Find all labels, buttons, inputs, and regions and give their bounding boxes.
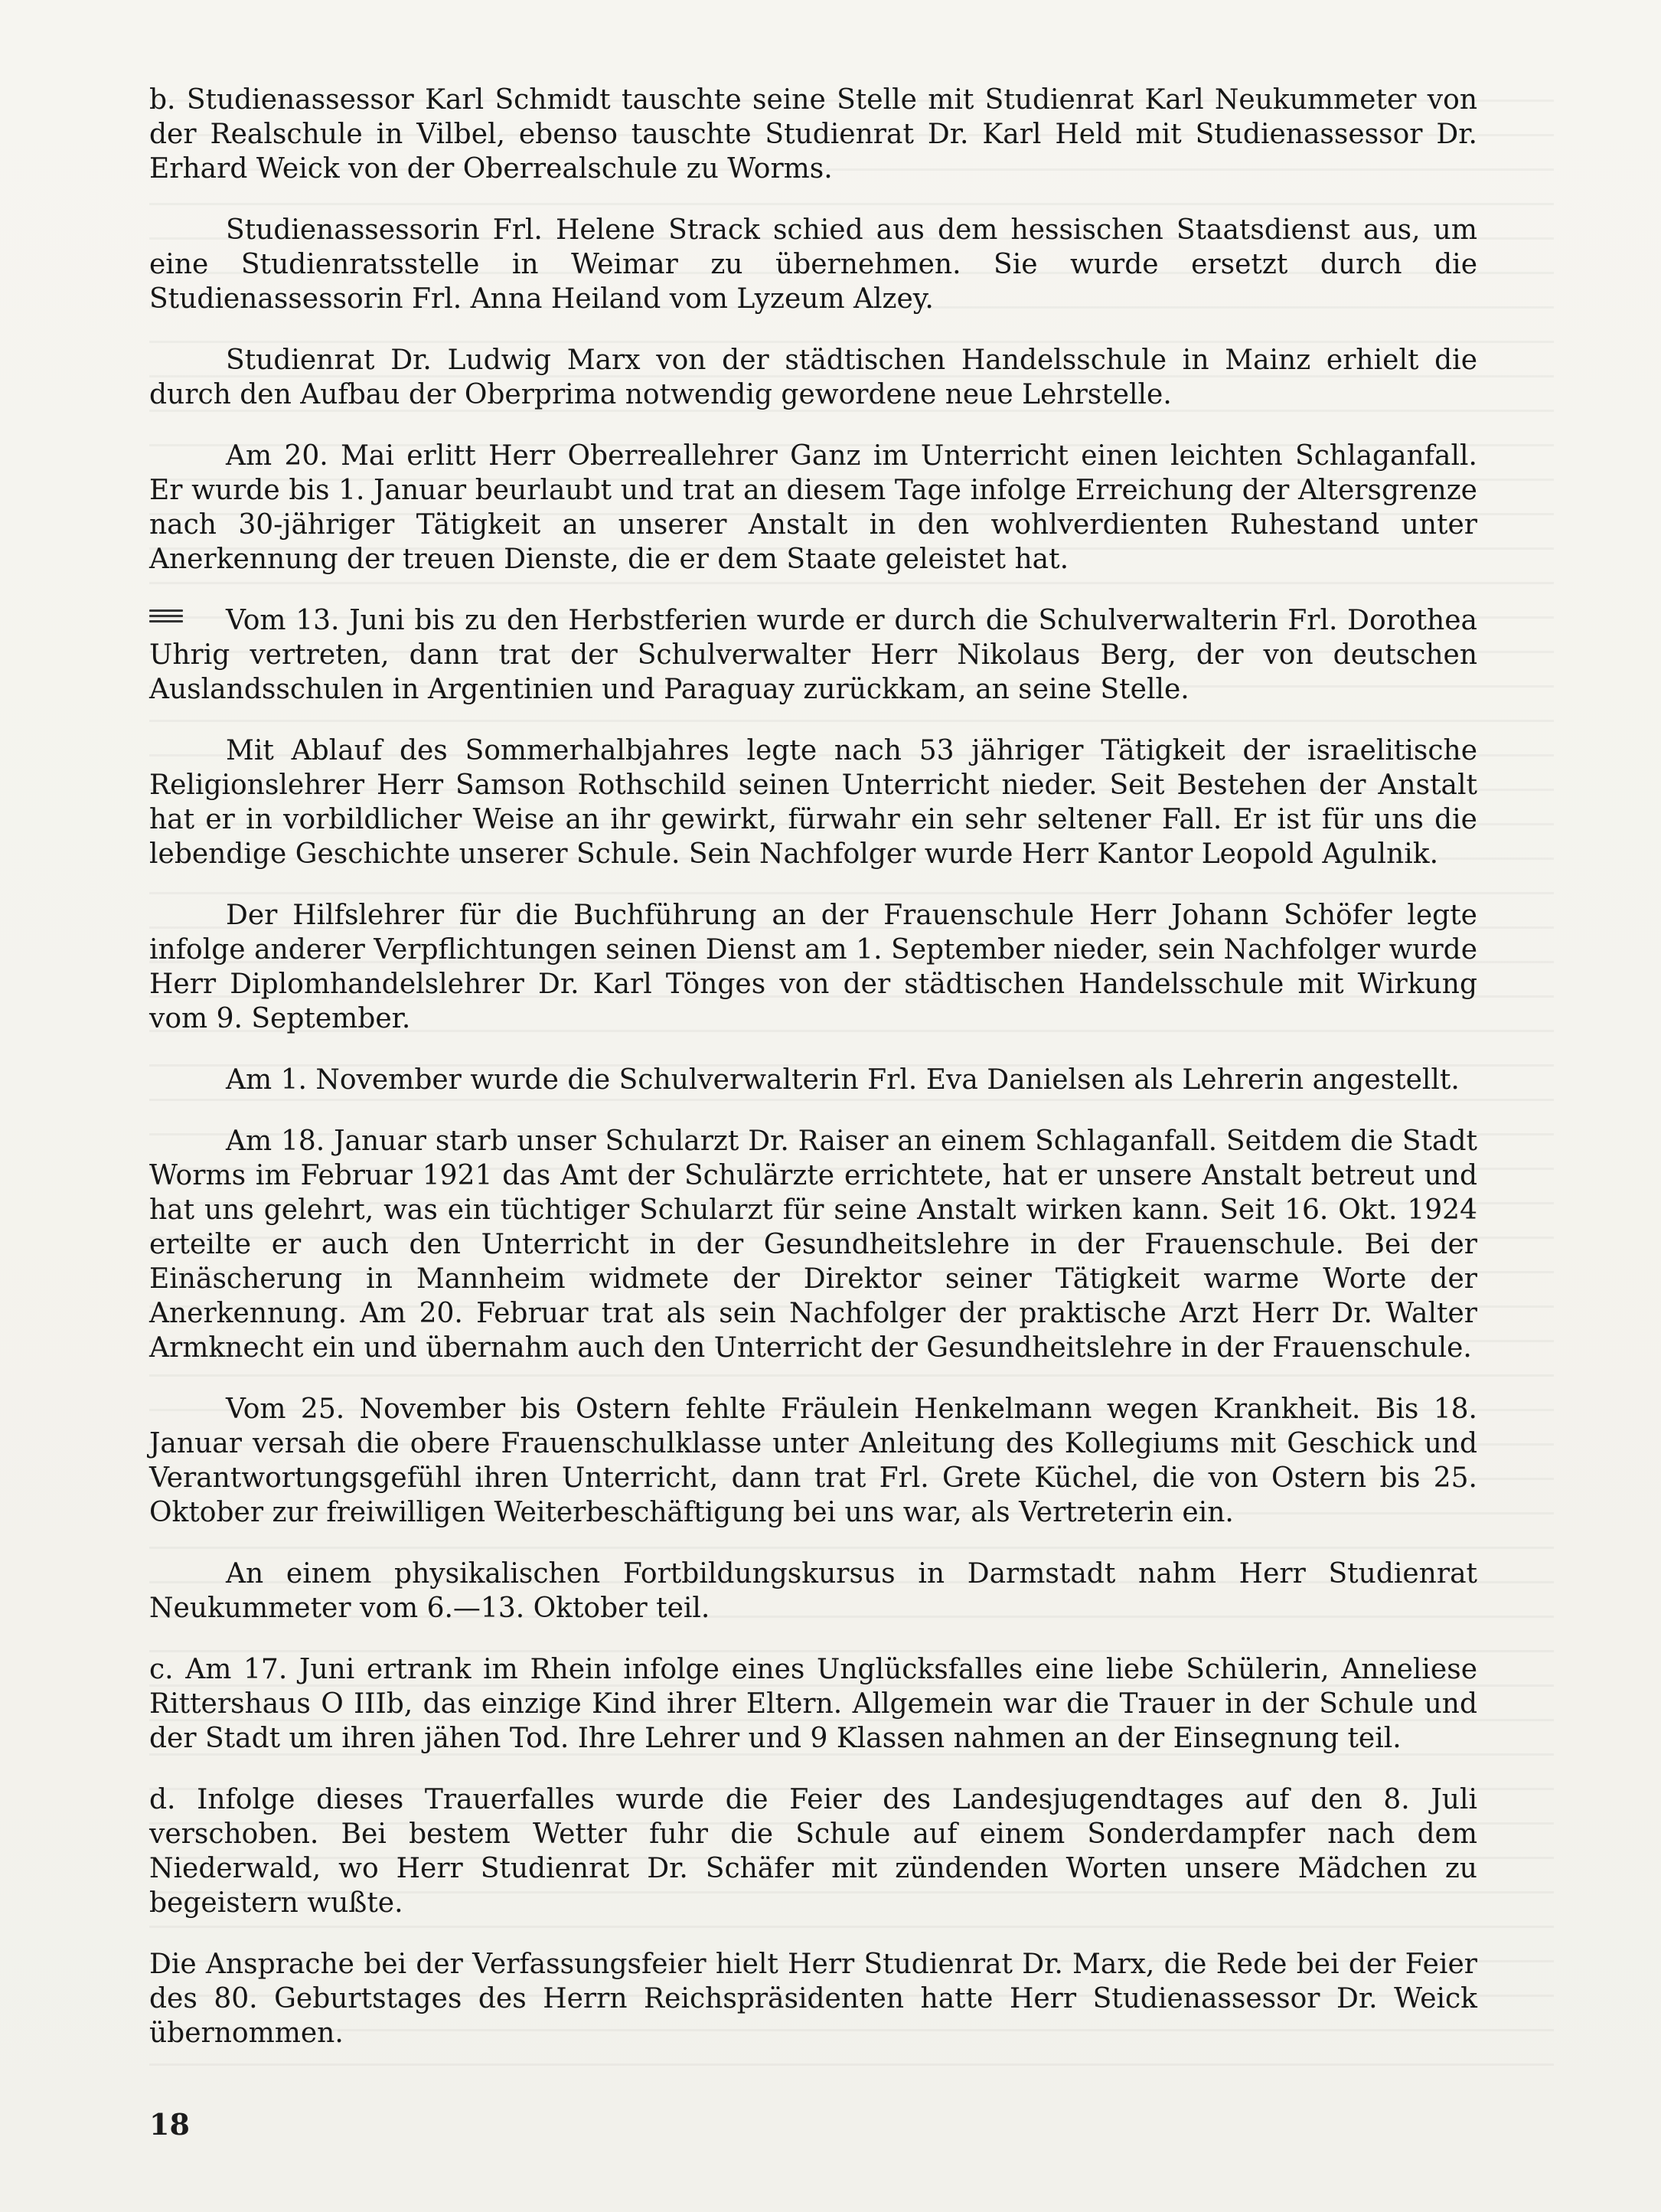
paragraph: Der Hilfslehrer für die Buchführung an der Frauenschule Herr Johann Schöfer legte infolge anderer Verpflichtungen seinen Dienst am 1. September nieder, sein Nachfolger wurde Herr Diplomhandelslehrer Dr. Karl Tönges von der städtischen Handelsschule mit Wirkung vom 9. September. (149, 900, 1477, 1034)
paragraph-c: c. Am 17. Juni ertrank im Rhein infolge eines Unglücksfalles eine liebe Schülerin, Anneliese Rittershaus O IIIb, das einzige Kind ihrer Eltern. Allgemein war die Trauer in der Schule und der Stadt um ihren jähen Tod. Ihre Lehrer und 9 Klassen nahmen an der Einsegnung teil. (149, 1654, 1477, 1754)
paragraph: Am 1. November wurde die Schulverwalterin Frl. Eva Danielsen als Lehrerin angestellt. (226, 1064, 1460, 1096)
paragraph: Studienrat Dr. Ludwig Marx von der städtischen Handelsschule in Mainz erhielt die durch den Aufbau der Oberprima notwendig gewordene neue Lehrstelle. (149, 345, 1477, 410)
margin-marker-icon (149, 609, 183, 631)
paragraph: Am 18. Januar starb unser Schularzt Dr. Raiser an einem Schlaganfall. Seitdem die Stadt Worms im Februar 1921 das Amt der Schulärzte errichtete, hat er unsere Anstalt betreut und hat uns gelehrt, was ein tüchtiger Schularzt für seine Anstalt wirken kann. Seit 16. Okt. 1924 erteilte er auch den Unterricht in der Gesundheitslehre in der Frauenschule. Bei der Einäscherung in Mannheim widmete der Direktor seiner Tätigkeit warme Worte der Anerkennung. Am 20. Februar trat als sein Nachfolger der praktische Arzt Herr Dr. Walter Armknecht ein und übernahm auch den Unterricht der Gesundheitslehre in der Frauenschule. (149, 1126, 1477, 1364)
paragraph: Vom 25. November bis Ostern fehlte Fräulein Henkelmann wegen Krankheit. Bis 18. Januar versah die obere Frauenschulklasse unter Anleitung des Kollegiums mit Geschick und Verantwortungsgefühl ihren Unterricht, dann trat Frl. Grete Küchel, die von Ostern bis 25. Oktober zur freiwilligen Weiterbeschäftigung bei uns war, als Vertreterin ein. (149, 1394, 1477, 1528)
paragraph: Mit Ablauf des Sommerhalbjahres legte nach 53 jähriger Tätigkeit der israelitische Religionslehrer Herr Samson Rothschild seinen Unterricht nieder. Seit Bestehen der Anstalt hat er in vorbildlicher Weise an ihr gewirkt, fürwahr ein sehr seltener Fall. Er ist für uns die lebendige Geschichte unserer Schule. Sein Nachfolger wurde Herr Kantor Leopold Agulnik. (149, 735, 1477, 870)
paragraph-text: Vom 13. Juni bis zu den Herbstferien wurde er durch die Schulverwalterin Frl. Dorothea Uhrig vertreten, dann trat der Schulverwalter Herr Nikolaus Berg, der von deutschen Auslandsschulen in Argentinien und Paraguay zurückkam, an seine Stelle. (149, 605, 1477, 705)
paragraph: Am 20. Mai erlitt Herr Oberreallehrer Ganz im Unterricht einen leichten Schlaganfall. Er wurde bis 1. Januar beurlaubt und trat an diesem Tage infolge Erreichung der Altersgrenze nach 30-jähriger Tätigkeit an unserer Anstalt in den wohlverdienten Ruhestand unter Anerkennung der treuen Dienste, die er dem Staate geleistet hat. (149, 440, 1477, 575)
paragraph: Die Ansprache bei der Verfassungsfeier hielt Herr Studienrat Dr. Marx, die Rede bei der Feier des 80. Geburtstages des Herrn Reichspräsidenten hatte Herr Studienassessor Dr. Weick übernommen. (149, 1949, 1477, 2049)
paragraph-with-marker (149, 603, 1477, 707)
paragraph-b: b. Studienassessor Karl Schmidt tauschte seine Stelle mit Studienrat Karl Neukummeter von der Realschule in Vilbel, ebenso tauschte Studienrat Dr. Karl Held mit Studienassessor Dr. Erhard Weick von der Oberrealschule zu Worms. (149, 84, 1477, 185)
paragraph: An einem physikalischen Fortbildungskursus in Darmstadt nahm Herr Studienrat Neukummeter vom 6.—13. Oktober teil. (149, 1558, 1477, 1624)
paragraph: Studienassessorin Frl. Helene Strack schied aus dem hessischen Staatsdienst aus, um eine Studienratsstelle in Weimar zu übernehmen. Sie wurde ersetzt durch die Studienassessorin Frl. Anna Heiland vom Lyzeum Alzey. (149, 214, 1477, 315)
paragraph-d: d. Infolge dieses Trauerfalles wurde die Feier des Landesjugendtages auf den 8. Juli verschoben. Bei bestem Wetter fuhr die Schule auf einem Sonderdampfer nach dem Niederwald, wo Herr Studienrat Dr. Schäfer mit zündenden Worten unsere Mädchen zu begeistern wußte. (149, 1784, 1477, 1919)
body-text (149, 83, 1477, 2077)
page-number: 18 (149, 2107, 190, 2142)
